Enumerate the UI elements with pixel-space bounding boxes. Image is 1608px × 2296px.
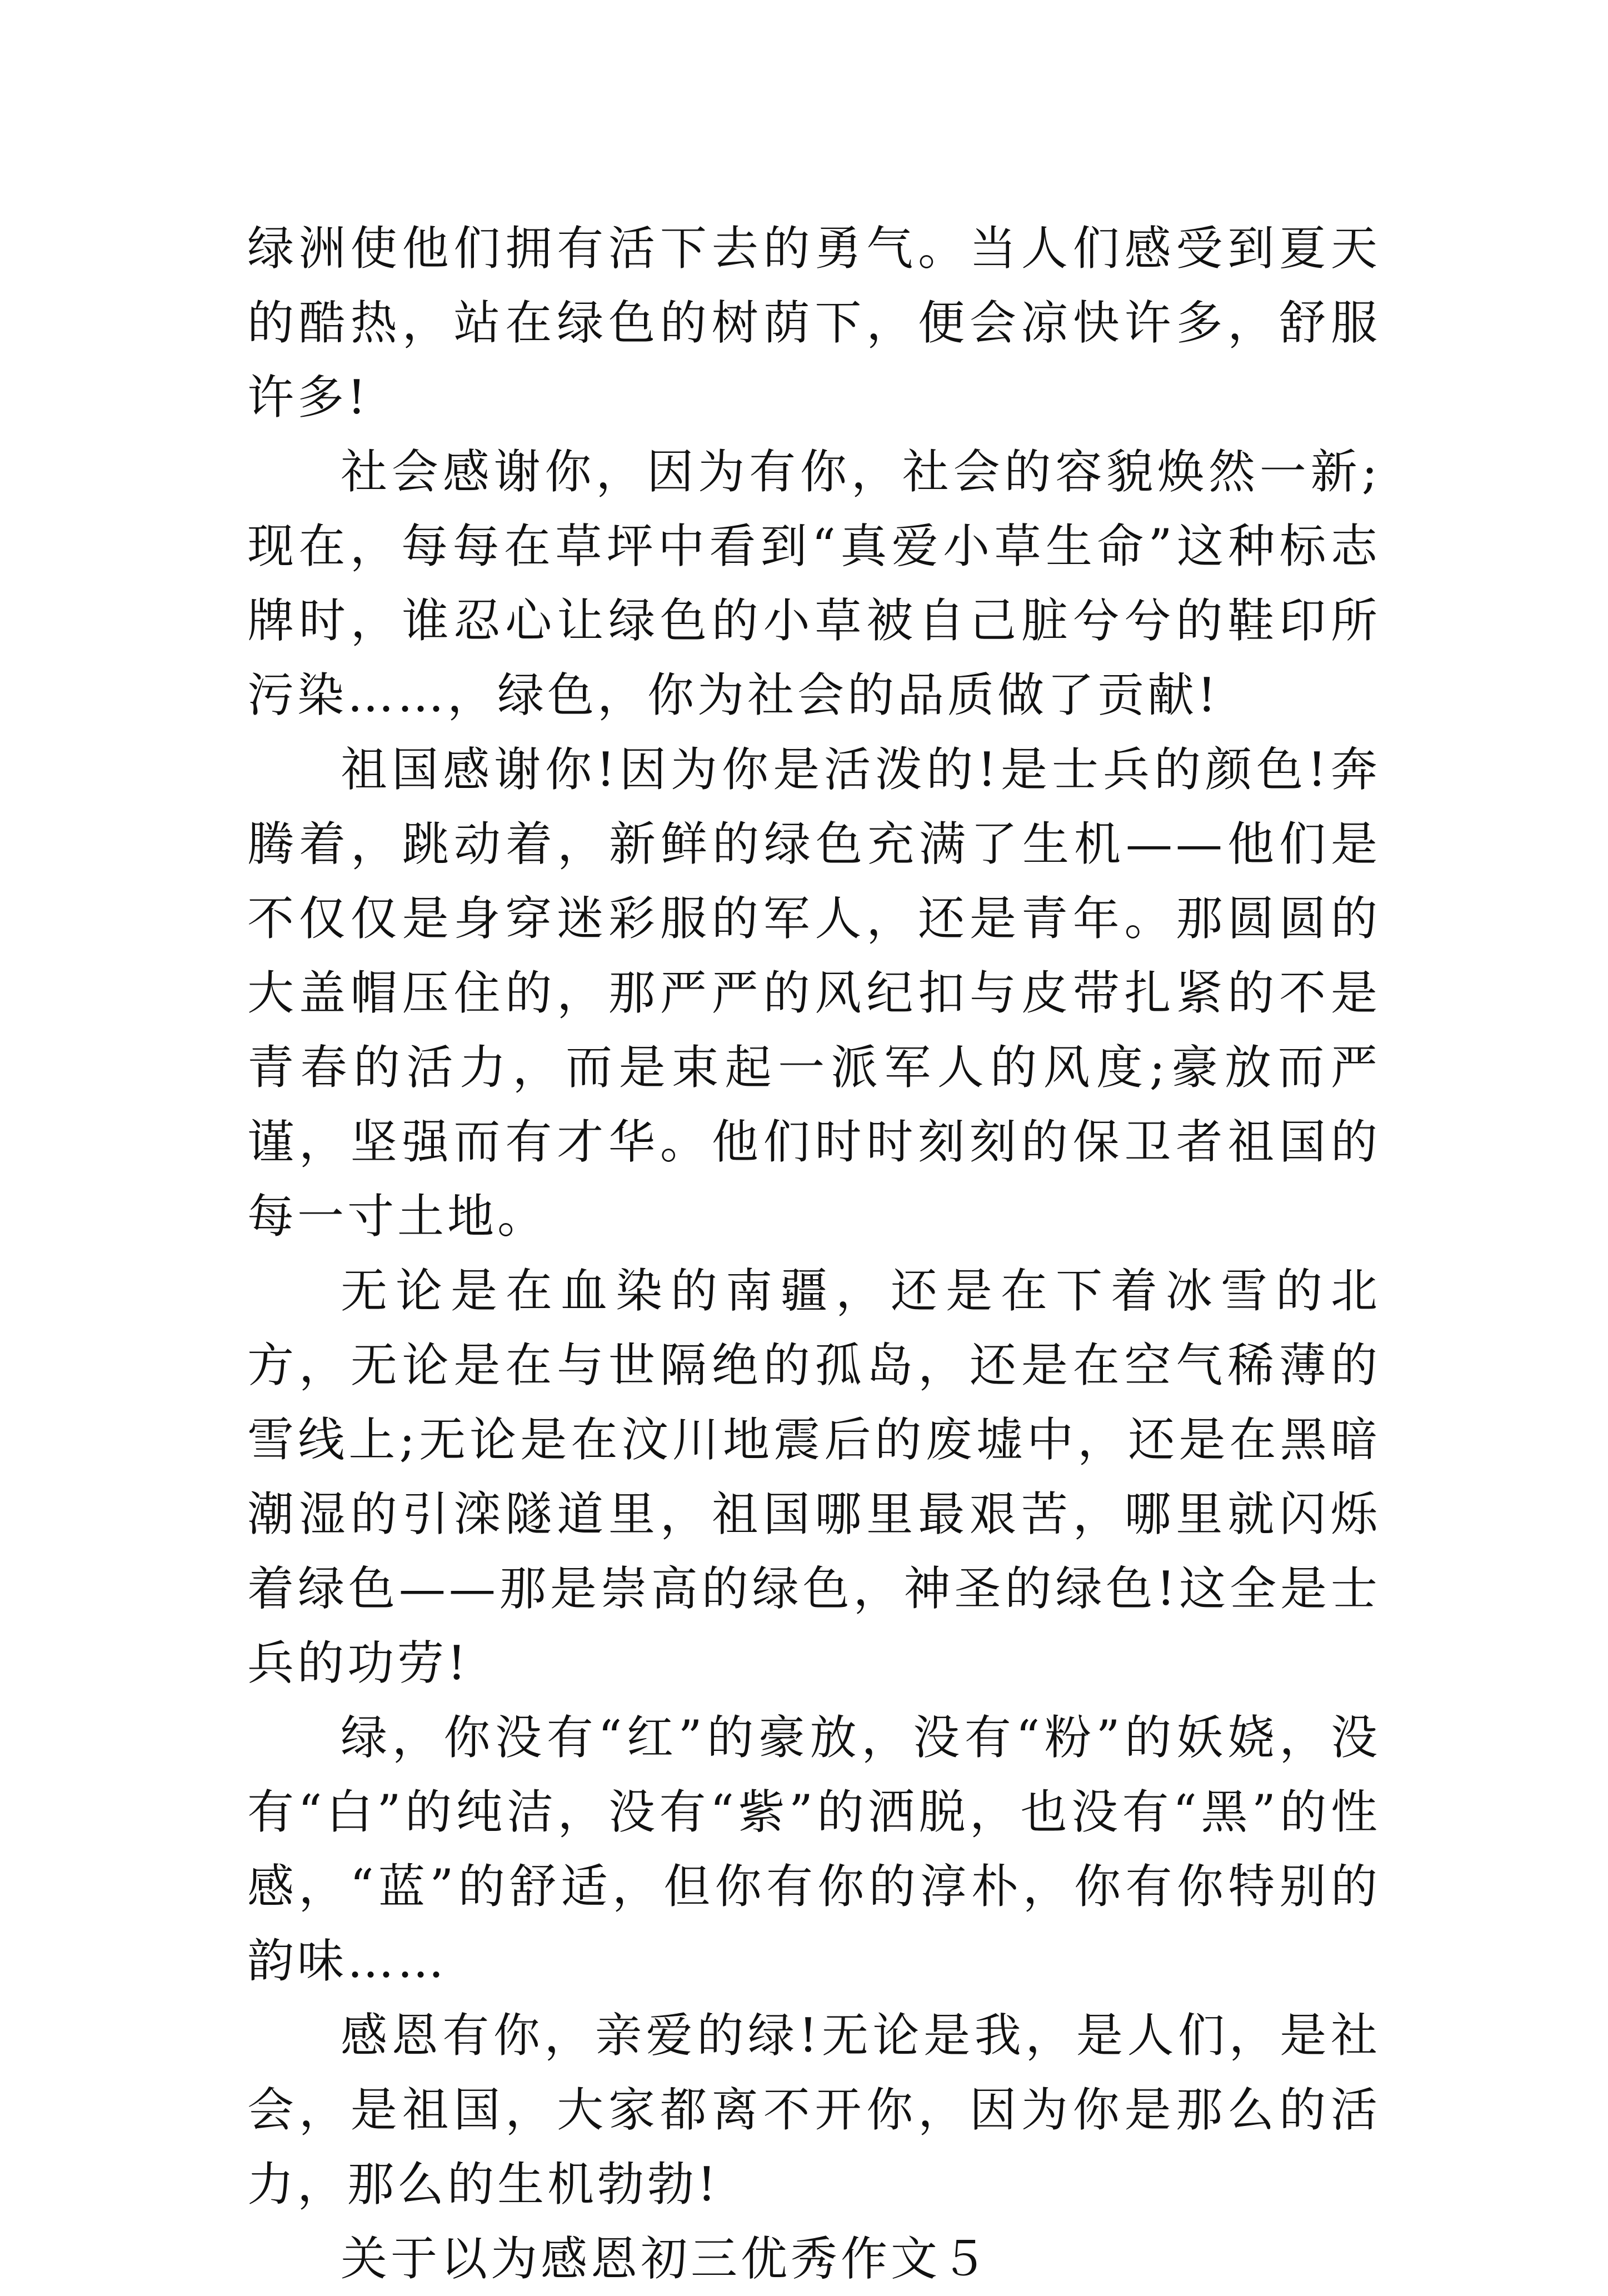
next-essay-title: 关于以为感恩初三优秀作文５ [341, 2232, 991, 2286]
paragraph-motherland: 祖国感谢你!因为你是活泼的!是士兵的颜色!奔腾着，跳动着，新鲜的绿色充满了生机——他们是不仅仅是身穿迷彩服的军人，还是青年。那圆圆的大盖帽压住的，那严严的风纪扣与皮带扎紧的不是青春的活力，而是束起一派军人的风度;豪放而严谨，坚强而有才华。他们时时刻刻的保卫者祖国的每一寸土地。 [247, 742, 1381, 1244]
paragraph-gratitude: 感恩有你，亲爱的绿!无论是我，是人们，是社会，是祖国，大家都离不开你，因为你是那么的活力，那么的生机勃勃! [247, 2008, 1381, 2212]
article-body [247, 211, 1381, 2296]
paragraph-society: 社会感谢你，因为有你，社会的容貌焕然一新;现在，每每在草坪中看到“真爱小草生命”这种标志牌时，谁忍心让绿色的小草被自己脏兮兮的鞋印所污染……，绿色，你为社会的品质做了贡献! [247, 445, 1381, 722]
paragraph-soldiers: 无论是在血染的南疆，还是在下着冰雪的北方，无论是在与世隔绝的孤岛，还是在空气稀薄的雪线上;无论是在汶川地震后的废墟中，还是在黑暗潮湿的引滦隧道里，祖国哪里最艰苦，哪里就闪烁着绿色——那是崇高的绿色，神圣的绿色!这全是士兵的功劳! [247, 1264, 1381, 1690]
paragraph-colors: 绿，你没有“红”的豪放，没有“粉”的妖娆，没有“白”的纯洁，没有“紫”的洒脱，也没有“黑”的性感，“蓝”的舒适，但你有你的淳朴，你有你特别的韵味…… [247, 1710, 1381, 1988]
paragraph-continuation: 绿洲使他们拥有活下去的勇气。当人们感受到夏天的酷热，站在绿色的树荫下，便会凉快许多，舒服许多! [247, 221, 1381, 425]
